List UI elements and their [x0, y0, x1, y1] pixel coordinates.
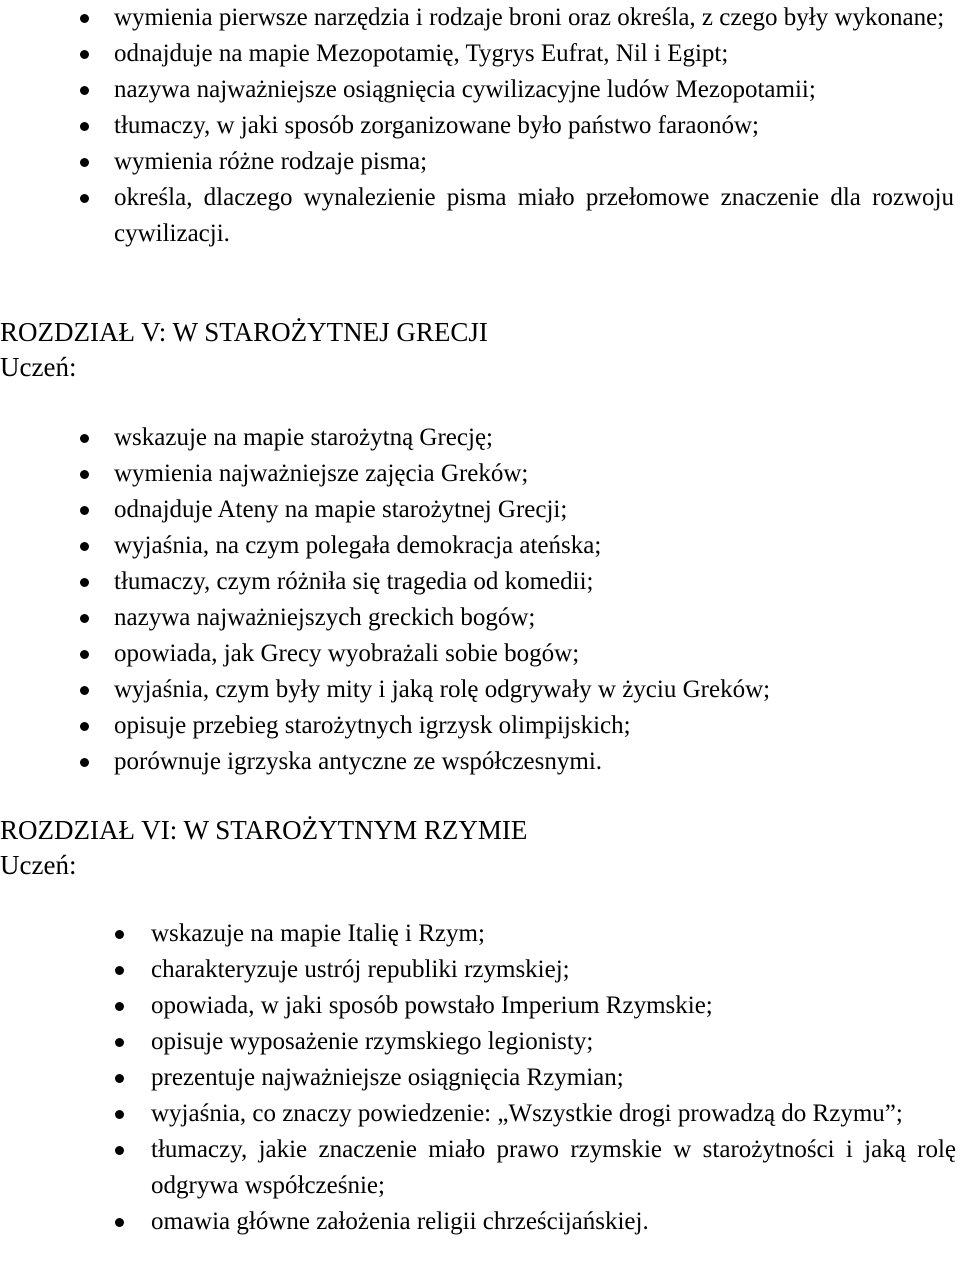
intro-objectives-list [0, 0, 960, 252]
bullet-icon [80, 14, 89, 23]
list-item: charakteryzuje ustrój republiki rzymskiej; [0, 952, 960, 988]
list-item: wyjaśnia, czym były mity i jaką rolę odgrywały w życiu Greków; [0, 672, 960, 708]
bullet-icon [80, 758, 89, 767]
bullet-icon [115, 966, 124, 975]
list-item: wymienia pierwsze narzędzia i rodzaje broni oraz określa, z czego były wykonane; [0, 0, 960, 36]
chapter-vi-objectives-list [0, 916, 960, 1240]
bullet-icon [115, 1074, 124, 1083]
list-item: tłumaczy, w jaki sposób zorganizowane było państwo faraonów; [0, 108, 960, 144]
list-item: opowiada, w jaki sposób powstało Imperium Rzymskie; [0, 988, 960, 1024]
pupil-label: Uczeń: [0, 850, 77, 880]
bullet-icon [80, 542, 89, 551]
list-item: tłumaczy, jakie znaczenie miało prawo rzymskie w starożytności i jaką rolę odgrywa współcześnie; [0, 1132, 960, 1204]
list-item: tłumaczy, czym różniła się tragedia od komedii; [0, 564, 960, 600]
list-item: wskazuje na mapie Italię i Rzym; [0, 916, 960, 952]
list-item: opowiada, jak Grecy wyobrażali sobie bogów; [0, 636, 960, 672]
pupil-label: Uczeń: [0, 352, 77, 382]
bullet-icon [80, 50, 89, 59]
bullet-icon [115, 1002, 124, 1011]
bullet-icon [115, 1110, 124, 1119]
list-item: nazywa najważniejszych greckich bogów; [0, 600, 960, 636]
bullet-icon [115, 1038, 124, 1047]
list-item: odnajduje Ateny na mapie starożytnej Grecji; [0, 492, 960, 528]
list-item: opisuje przebieg starożytnych igrzysk olimpijskich; [0, 708, 960, 744]
bullet-icon [115, 1218, 124, 1227]
list-item: wyjaśnia, na czym polegała demokracja ateńska; [0, 528, 960, 564]
bullet-icon [80, 158, 89, 167]
bullet-icon [80, 650, 89, 659]
list-item: określa, dlaczego wynalezienie pisma miało przełomowe znaczenie dla rozwoju cywilizacji. [0, 180, 960, 252]
list-item: odnajduje na mapie Mezopotamię, Tygrys Eufrat, Nil i Egipt; [0, 36, 960, 72]
bullet-icon [80, 686, 89, 695]
list-item: wyjaśnia, co znaczy powiedzenie: „Wszystkie drogi prowadzą do Rzymu”; [0, 1096, 960, 1132]
chapter-heading: ROZDZIAŁ VI: W STAROŻYTNYM RZYMIE [0, 815, 528, 845]
bullet-icon [115, 930, 124, 939]
bullet-icon [80, 578, 89, 587]
list-item: wskazuje na mapie starożytną Grecję; [0, 420, 960, 456]
list-item: omawia główne założenia religii chrześcijańskiej. [0, 1204, 960, 1240]
list-item: wymienia najważniejsze zajęcia Greków; [0, 456, 960, 492]
bullet-icon [80, 194, 89, 203]
bullet-icon [80, 722, 89, 731]
bullet-icon [80, 470, 89, 479]
list-item: prezentuje najważniejsze osiągnięcia Rzymian; [0, 1060, 960, 1096]
bullet-icon [80, 506, 89, 515]
chapter-heading: ROZDZIAŁ V: W STAROŻYTNEJ GRECJI [0, 317, 488, 347]
list-item: porównuje igrzyska antyczne ze współczesnymi. [0, 744, 960, 780]
list-item: wymienia różne rodzaje pisma; [0, 144, 960, 180]
list-item: opisuje wyposażenie rzymskiego legionisty; [0, 1024, 960, 1060]
chapter-v-objectives-list [0, 420, 960, 780]
bullet-icon [115, 1146, 124, 1155]
bullet-icon [80, 122, 89, 131]
bullet-icon [80, 434, 89, 443]
list-item: nazywa najważniejsze osiągnięcia cywilizacyjne ludów Mezopotamii; [0, 72, 960, 108]
bullet-icon [80, 614, 89, 623]
bullet-icon [80, 86, 89, 95]
